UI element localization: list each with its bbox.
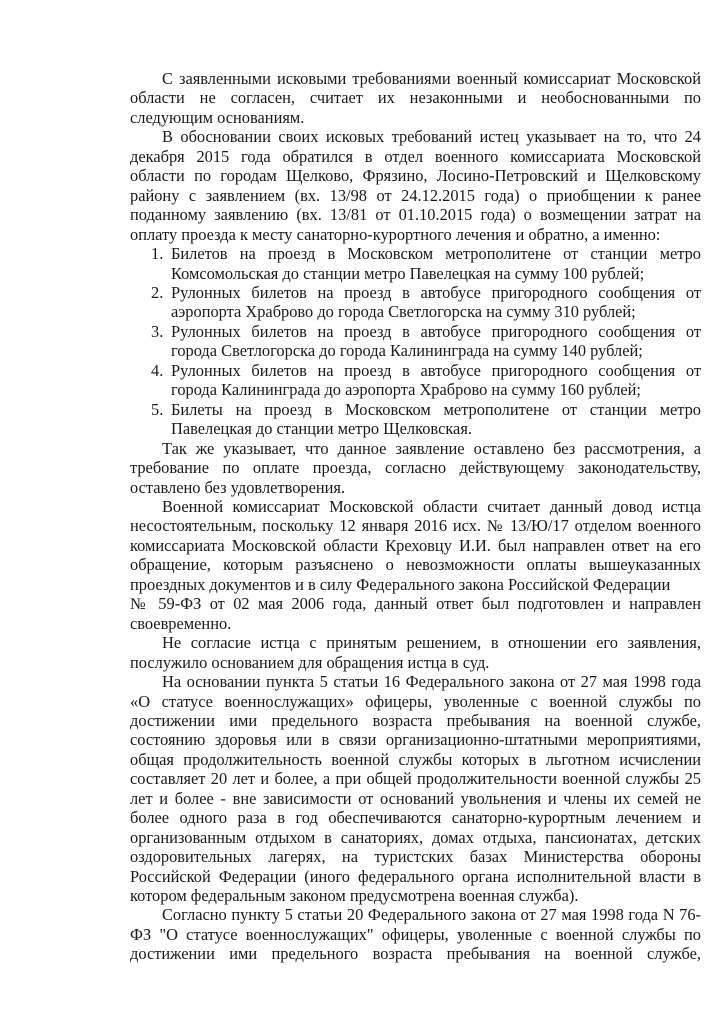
- text-line: оплату проезда к месту санаторно-курортного лечения и обратно, а именно:: [130, 224, 661, 244]
- text-line: своевременно.: [130, 613, 232, 633]
- text-line: достижении ими предельного возраста пребывания на военной службе,: [130, 710, 701, 730]
- text-line: города Светлогорска до города Калининграда на сумму 140 рублей;: [171, 341, 643, 361]
- text-line: достижении ими предельного возраста пребывания на военной службе,: [130, 944, 701, 964]
- text-line: составляет 20 лет и более, а при общей продолжительности военной службы 25: [130, 769, 701, 789]
- list-item: [130, 322, 701, 361]
- text-line: ФЗ "О статусе военнослужащих" офицеры, уволенные с военной службы по: [130, 924, 701, 944]
- text-line: организованным отдыхом в санаториях, домах отдыха, пансионатах, детских: [130, 827, 701, 847]
- list-item-number: 4.: [151, 360, 164, 380]
- text-line: Не согласие истца с принятым решением, в отношении его заявления,: [162, 633, 701, 653]
- list-item-number: 3.: [151, 321, 164, 341]
- text-line: Билетов на проезд в Московском метрополитене от станции метро: [171, 244, 701, 264]
- text-line: области по городам Щелково, Фрязино, Лосино-Петровский и Щелковскому: [130, 166, 701, 186]
- text-line: С заявленными исковыми требованиями военный комиссариат Московской: [162, 69, 701, 88]
- text-line: Рулонных билетов на проезд в автобусе пригородного сообщения от: [171, 360, 701, 380]
- text-line: На основании пункта 5 статьи 16 Федерального закона от 27 мая 1998 года: [162, 672, 701, 692]
- paragraph-claim-basis: [130, 127, 701, 244]
- paragraph-article-16: [130, 672, 701, 905]
- text-line: Павелецкая до станции метро Щелковская.: [171, 419, 472, 439]
- text-line: комиссариата Московской области Креховцу И.И. был направлен ответ на его: [130, 535, 701, 555]
- text-line: аэропорта Храброво до города Светлогорска на сумму 310 рублей;: [171, 302, 636, 322]
- ticket-list: [130, 244, 701, 439]
- text-line: Билеты на проезд в Московском метрополитене от станции метро: [171, 399, 701, 419]
- text-line: Рулонных билетов на проезд в автобусе пригородного сообщения от: [171, 282, 701, 302]
- text-line: Согласно пункту 5 статьи 20 Федерального закона от 27 мая 1998 года N 76-: [162, 905, 701, 925]
- list-item-number: 2.: [151, 282, 164, 302]
- list-item: [130, 283, 701, 322]
- paragraph-objection: [130, 69, 701, 127]
- text-line: Российской Федерации (иного федерального органа исполнительной власти в: [130, 866, 701, 886]
- list-item: [130, 361, 701, 400]
- text-line: котором федеральным законом предусмотрена военная служба).: [130, 886, 579, 906]
- text-line: району с заявлением (вх. 13/98 от 24.12.2015 года) о приобщении к ранее: [130, 185, 701, 205]
- paragraph-left-unconsidered: [130, 439, 701, 497]
- list-item: [130, 400, 701, 439]
- list-item-number: 1.: [151, 244, 164, 264]
- paragraph-disagreement: [130, 633, 701, 672]
- text-line: оздоровительных лагерях, на туристских базах Министерства обороны: [130, 847, 701, 867]
- text-line: области не согласен, считает их незаконными и необоснованными по: [130, 88, 701, 108]
- text-line: обращение, которым разъяснено о невозможности оплаты вышеуказанных: [130, 555, 701, 575]
- list-item-number: 5.: [151, 399, 164, 419]
- text-line: города Калининграда до аэропорта Храброво на сумму 160 рублей;: [171, 380, 641, 400]
- list-item: [130, 244, 701, 283]
- text-line: более одного раза в год обеспечиваются санаторно-курортным лечением и: [130, 808, 701, 828]
- text-line: декабря 2015 года обратился в отдел военного комиссариата Московской: [130, 146, 701, 166]
- text-line: проездных документов и в силу Федерального закона Российской Федерации: [130, 574, 671, 594]
- text-line: поданному заявлению (вх. 13/81 от 01.10.2015 года) о возмещении затрат на: [130, 205, 701, 225]
- text-line: общая продолжительность военной службы которых в льготном исчислении: [130, 749, 701, 769]
- text-line: требование по оплате проезда, согласно действующему законодательству,: [130, 458, 701, 478]
- text-line: несостоятельным, поскольку 12 января 2016 исх. № 13/Ю/17 отделом военного: [130, 516, 701, 536]
- text-line: состоянию здоровья или в связи организационно-штатными мероприятиями,: [130, 730, 701, 750]
- paragraph-commissariat-position: [130, 497, 701, 633]
- text-line: № 59-ФЗ от 02 мая 2006 года, данный ответ был подготовлен и направлен: [130, 594, 701, 614]
- text-line: лет и более - вне зависимости от оснований увольнения и члены их семей не: [130, 788, 701, 808]
- text-line: оставлено без удовлетворения.: [130, 477, 346, 497]
- text-line: следующим основаниям.: [130, 107, 305, 127]
- text-line: «О статусе военнослужащих» офицеры, уволенные с военной службы по: [130, 691, 701, 711]
- text-line: Рулонных билетов на проезд в автобусе пригородного сообщения от: [171, 321, 701, 341]
- text-line: Военной комиссариат Московской области считает данный довод истца: [162, 496, 701, 516]
- text-line: послужило основанием для обращения истца в суд.: [130, 652, 490, 672]
- text-line: Комсомольская до станции метро Павелецкая на сумму 100 рублей;: [171, 263, 645, 283]
- text-line: Так же указывает, что данное заявление оставлено без рассмотрения, а: [162, 438, 701, 458]
- text-line: В обосновании своих исковых требований истец указывает на то, что 24: [162, 127, 701, 147]
- paragraph-article-20: [130, 905, 701, 963]
- document-page: [130, 69, 701, 964]
